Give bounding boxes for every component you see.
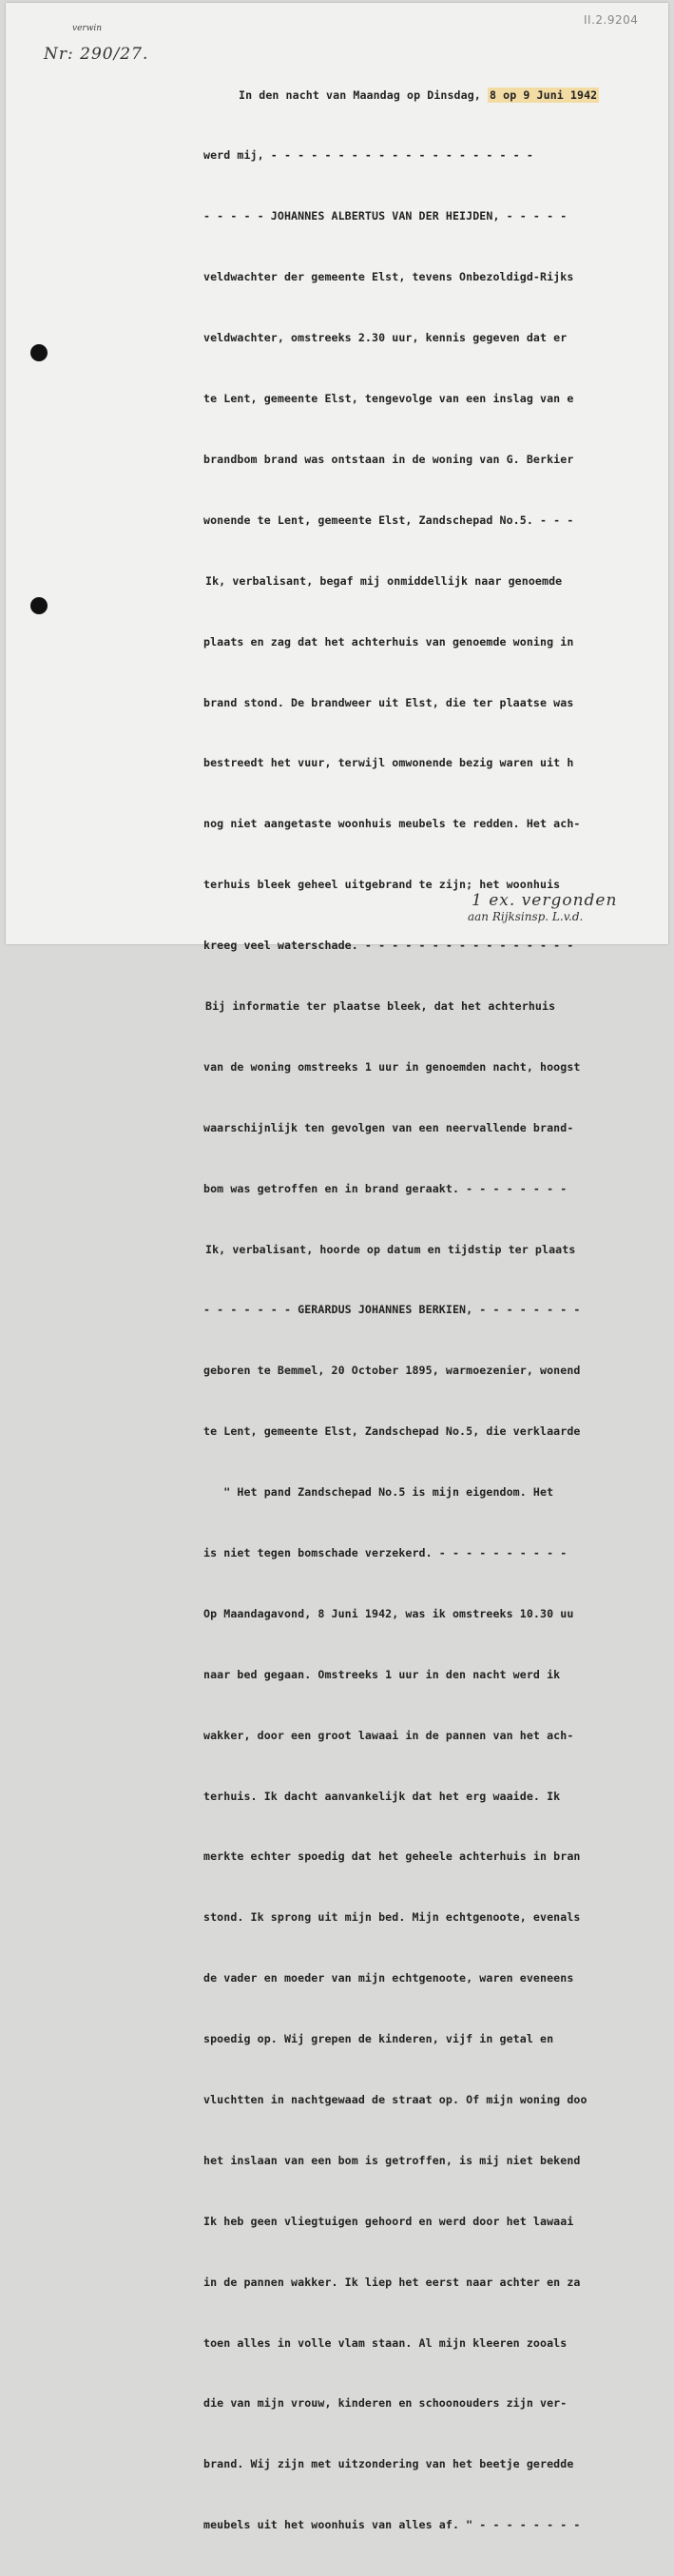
text-line-13: nog niet aangetaste woonhuis meubels te redden. Het ach- [203,817,581,831]
text-line-28: wakker, door een groot lawaai in de pannen van het ach- [203,1728,574,1742]
text-line-5: veldwachter, omstreeks 2.30 uur, kennis gegeven dat er [203,331,568,345]
text-line-34: vluchtten in nachtgewaad de straat op. Of mijn woning doo [203,2092,587,2106]
signature-line-1: 1 ex. vergonden [472,891,618,910]
text-line-16: Bij informatie ter plaatse bleek, dat het achterhuis [205,998,556,1013]
text-line-6: te Lent, gemeente Elst, tengevolge van een inslag van e [203,392,574,406]
text-line-21: - - - - - - - GERARDUS JOHANNES BERKIEN, - - - - - - - - [203,1303,581,1317]
text-line-7: brandbom brand was ontstaan in de woning van G. Berkier [203,452,574,466]
text-line-33: spoedig op. Wij grepen de kinderen, vijf in getal en [203,2032,554,2046]
text-line-32: de vader en moeder van mijn echtgenoote, waren eveneens [203,1971,574,1985]
handwritten-reference: Nr: 290/27. [44,45,149,64]
text-line-36: Ik heb geen vliegtuigen gehoord en werd door het lawaai [203,2214,574,2228]
text-line-20: Ik, verbalisant, hoorde op datum en tijdstip ter plaats [205,1242,576,1256]
text-line-14: terhuis bleek geheel uitgebrand te zijn; het woonhuis [203,878,561,892]
text-line-19: bom was getroffen en in brand geraakt. - - - - - - - - [203,1181,568,1195]
document-page [6,3,668,2532]
text-line-31: stond. Ik sprong uit mijn bed. Mijn echtgenoote, evenals [203,1910,581,1925]
report-body [203,45,674,2576]
text-line-41: meubels uit het woonhuis van alles af. " - - - - - - - - [203,2518,581,2532]
text-line-12: bestreedt het vuur, terwijl omwonende bezig waren uit h [203,756,574,770]
archive-number: II.2.9204 [584,13,639,27]
text-line-10: plaats en zag dat het achterhuis van genoemde woning in [203,634,574,649]
text-line-22: geboren te Bemmel, 20 October 1895, warmoezenier, wonend [203,1364,581,1378]
text-line-18: waarschijnlijk ten gevolgen van een neervallende brand- [203,1120,574,1134]
text-line-3: - - - - - JOHANNES ALBERTUS VAN DER HEIJDEN, - - - - - [203,209,568,223]
text-line-15: kreeg veel waterschade. - - - - - - - - - - - - - - - - [203,939,574,953]
punch-hole-bottom [30,597,48,614]
text-line-26: Op Maandagavond, 8 Juni 1942, was ik omstreeks 10.30 uu [203,1606,574,1620]
signature-line-2: aan Rijksinsp. L.v.d. [468,910,584,923]
text-line-1: In den nacht van Maandag op Dinsdag, 8 op 9 Juni 1942 [239,87,598,102]
text-line-35: het inslaan van een bom is getroffen, is mij niet bekend [203,2153,581,2167]
text-line-37: in de pannen wakker. Ik liep het eerst naar achter en za [203,2275,581,2289]
text-line-2: werd mij, - - - - - - - - - - - - - - - - - - - - [203,148,533,163]
highlighted-date: 8 op 9 Juni 1942 [489,87,598,102]
text-line-27: naar bed gegaan. Omstreeks 1 uur in den nacht werd ik [203,1667,561,1681]
text-line-9: Ik, verbalisant, begaf mij onmiddellijk naar genoemde [205,573,563,588]
text-line-29: terhuis. Ik dacht aanvankelijk dat het erg waaide. Ik [203,1789,561,1803]
text-line-39: die van mijn vrouw, kinderen en schoonouders zijn ver- [203,2396,568,2411]
text-line-25: is niet tegen bomschade verzekerd. - - - - - - - - - - [203,1545,568,1559]
text-line-24: " Het pand Zandschepad No.5 is mijn eigendom. Het [203,1485,554,1500]
text-line-17: van de woning omstreeks 1 uur in genoemden nacht, hoogst [203,1059,581,1074]
text-line-4: veldwachter der gemeente Elst, tevens Onbezoldigd-Rijks [203,270,574,284]
text-line-11: brand stond. De brandweer uit Elst, die ter plaatse was [203,695,574,709]
handwritten-note: verwin [72,24,103,33]
handwritten-signature [468,891,618,923]
text-line-40: brand. Wij zijn met uitzondering van het beetje geredde [203,2457,574,2471]
text-line-8: wonende te Lent, gemeente Elst, Zandschepad No.5. - - - [203,513,574,527]
punch-hole-top [30,344,48,361]
text-line-30: merkte echter spoedig dat het geheele achterhuis in bran [203,1850,581,1864]
text-line-38: toen alles in volle vlam staan. Al mijn kleeren zooals [203,2335,568,2350]
text-line-23: te Lent, gemeente Elst, Zandschepad No.5, die verklaarde [203,1424,581,1439]
